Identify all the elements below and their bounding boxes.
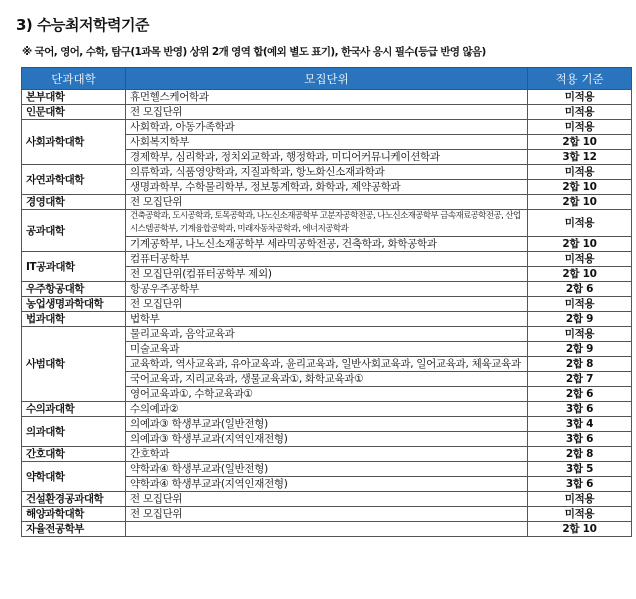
unit-cell: 의류학과, 식품영양학과, 지질과학과, 항노화신소재과학과: [126, 165, 528, 180]
criteria-cell: 3합 6: [528, 432, 632, 447]
college-cell: 우주항공대학: [22, 282, 126, 297]
criteria-cell: 2합 8: [528, 357, 632, 372]
criteria-cell: 2합 10: [528, 180, 632, 195]
criteria-cell: 2합 10: [528, 237, 632, 252]
unit-cell: 물리교육과, 음악교육과: [126, 327, 528, 342]
unit-cell: [126, 522, 528, 537]
unit-cell: 전 모집단위: [126, 507, 528, 522]
college-cell: 본부대학: [22, 90, 126, 105]
college-cell: 사회과학대학: [22, 120, 126, 165]
table-row: [22, 282, 632, 297]
table-row: [22, 507, 632, 522]
unit-cell: 휴먼헬스케어학과: [126, 90, 528, 105]
unit-cell: 전 모집단위: [126, 195, 528, 210]
criteria-cell: 미적용: [528, 210, 632, 237]
college-cell: 수의과대학: [22, 402, 126, 417]
unit-cell: 사회학과, 아동가족학과: [126, 120, 528, 135]
criteria-cell: 미적용: [528, 297, 632, 312]
section-heading: 3) 수능최저학력기준: [16, 16, 149, 34]
table-row: [22, 447, 632, 462]
unit-cell: 컴퓨터공학부: [126, 252, 528, 267]
criteria-note: ※ 국어, 영어, 수학, 탐구(1과목 반영) 상위 2개 영역 합(예외 별도 표기), 한국사 응시 필수(등급 반영 않음): [22, 46, 486, 58]
unit-cell: 간호학과: [126, 447, 528, 462]
college-cell: 농업생명과학대학: [22, 297, 126, 312]
unit-cell: 항공우주공학부: [126, 282, 528, 297]
criteria-cell: 미적용: [528, 492, 632, 507]
table-row: [22, 522, 632, 537]
criteria-cell: 미적용: [528, 90, 632, 105]
college-cell: 약학대학: [22, 462, 126, 492]
criteria-cell: 2합 8: [528, 447, 632, 462]
criteria-cell: 2합 10: [528, 267, 632, 282]
criteria-cell: 3합 4: [528, 417, 632, 432]
unit-cell: 법학부: [126, 312, 528, 327]
table-row: [22, 252, 632, 267]
criteria-cell: 미적용: [528, 252, 632, 267]
table-row: [22, 492, 632, 507]
college-cell: 간호대학: [22, 447, 126, 462]
table-header-row: [22, 68, 632, 90]
table-row: [22, 165, 632, 180]
unit-cell: 교육학과, 역사교육과, 유아교육과, 윤리교육과, 일반사회교육과, 일어교육과, 체육교육과: [126, 357, 528, 372]
header-criteria: 적용 기준: [528, 68, 632, 90]
criteria-cell: 미적용: [528, 105, 632, 120]
unit-cell: 국어교육과, 지리교육과, 생물교육과①, 화학교육과①: [126, 372, 528, 387]
criteria-cell: 2합 6: [528, 387, 632, 402]
college-cell: 사범대학: [22, 327, 126, 402]
criteria-cell: 2합 7: [528, 372, 632, 387]
unit-cell: 전 모집단위: [126, 297, 528, 312]
table-body: [22, 90, 632, 537]
unit-cell: 전 모집단위: [126, 492, 528, 507]
unit-cell: 미술교육과: [126, 342, 528, 357]
header-unit: 모집단위: [126, 68, 528, 90]
table-row: [22, 327, 632, 342]
unit-cell: 영어교육과①, 수학교육과①: [126, 387, 528, 402]
criteria-cell: 2합 6: [528, 282, 632, 297]
table-row: [22, 105, 632, 120]
criteria-cell: 2합 9: [528, 312, 632, 327]
unit-cell: 의예과③ 학생부교과(지역인재전형): [126, 432, 528, 447]
unit-cell: 생명과학부, 수학물리학부, 정보통계학과, 화학과, 제약공학과: [126, 180, 528, 195]
criteria-cell: 3합 5: [528, 462, 632, 477]
college-cell: 의과대학: [22, 417, 126, 447]
college-cell: 해양과학대학: [22, 507, 126, 522]
college-cell: 인문대학: [22, 105, 126, 120]
table-row: [22, 120, 632, 135]
criteria-cell: 2합 10: [528, 135, 632, 150]
table-row: [22, 90, 632, 105]
unit-cell: 전 모집단위(컴퓨터공학부 제외): [126, 267, 528, 282]
college-cell: 경영대학: [22, 195, 126, 210]
criteria-cell: 미적용: [528, 507, 632, 522]
table-row: [22, 195, 632, 210]
unit-cell: 건축공학과, 도시공학과, 토목공학과, 나노신소재공학부 고분자공학전공, 나노신소재공학부 금속재료공학전공, 산업시스템공학부, 기계융합공학과, 미래자동차공학과, 에너지공학과: [126, 210, 528, 237]
unit-cell: 약학과④ 학생부교과(일반전형): [126, 462, 528, 477]
college-cell: 자율전공학부: [22, 522, 126, 537]
unit-cell: 기계공학부, 나노신소재공학부 세라믹공학전공, 건축학과, 화학공학과: [126, 237, 528, 252]
criteria-cell: 3합 6: [528, 477, 632, 492]
college-cell: 건설환경공과대학: [22, 492, 126, 507]
unit-cell: 전 모집단위: [126, 105, 528, 120]
table-row: [22, 462, 632, 477]
unit-cell: 사회복지학부: [126, 135, 528, 150]
criteria-cell: 2합 10: [528, 195, 632, 210]
criteria-cell: 3합 6: [528, 402, 632, 417]
criteria-table: [21, 67, 632, 537]
criteria-cell: 미적용: [528, 165, 632, 180]
unit-cell: 수의예과②: [126, 402, 528, 417]
table-row: [22, 312, 632, 327]
college-cell: IT공과대학: [22, 252, 126, 282]
unit-cell: 약학과④ 학생부교과(지역인재전형): [126, 477, 528, 492]
table-row: [22, 210, 632, 237]
criteria-cell: 미적용: [528, 327, 632, 342]
criteria-cell: 2합 10: [528, 522, 632, 537]
criteria-cell: 3합 12: [528, 150, 632, 165]
unit-cell: 경제학부, 심리학과, 정치외교학과, 행정학과, 미디어커뮤니케이션학과: [126, 150, 528, 165]
college-cell: 법과대학: [22, 312, 126, 327]
table-row: [22, 402, 632, 417]
criteria-cell: 미적용: [528, 120, 632, 135]
college-cell: 자연과학대학: [22, 165, 126, 195]
table-row: [22, 417, 632, 432]
unit-cell: 의예과③ 학생부교과(일반전형): [126, 417, 528, 432]
criteria-cell: 2합 9: [528, 342, 632, 357]
college-cell: 공과대학: [22, 210, 126, 252]
header-college: 단과대학: [22, 68, 126, 90]
table-row: [22, 297, 632, 312]
